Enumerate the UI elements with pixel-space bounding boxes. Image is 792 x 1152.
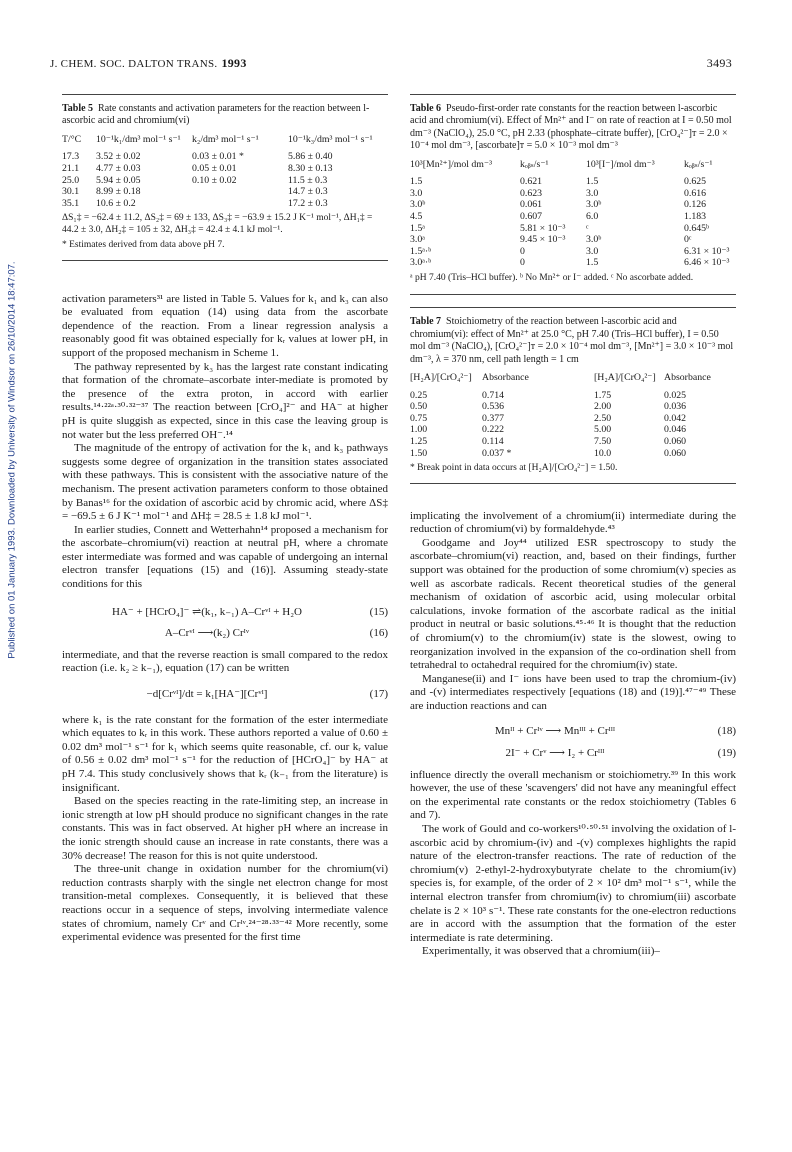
table-cell: 0.05 ± 0.01 [192,163,237,174]
table-header-cell: Absorbance [482,372,529,383]
table-cell: 2.00 [594,401,612,413]
table-header-cell: 10⁻¹k₃/dm³ mol⁻¹ s⁻¹ [288,133,373,145]
table-header-row [62,134,388,146]
table-header-cell: kₒᵦₛ/s⁻¹ [520,158,549,170]
paragraph: activation parameters³¹ are listed in Table 5. Values for k₁ and k₃ can also be evaluated from equation (14) using data from the ascorbate dependence of the reaction. From a linear regression analysis a reasonably good fit was obtained especially for kᵣ values at lower pH, in support of the proposed mechanism in Scheme 1. [62,292,388,359]
table-cell: 4.77 ± 0.03 [96,163,141,174]
table-row [62,151,388,163]
table-cell: 0.50 [410,401,428,413]
table-footnote: ᵃ pH 7.40 (Tris–HCl buffer). ᵇ No Mn²⁺ or I⁻ added. ᶜ No ascorbate added. [410,272,694,283]
table-header-cell: 10³[Mn²⁺]/mol dm⁻³ [410,158,493,170]
table-cell: 2.50 [594,412,612,424]
table-rule [410,94,736,95]
equation-19 [410,747,736,761]
table-label: Table 5 [62,103,94,114]
table-cell: 0.060 [664,447,687,459]
running-header [50,56,247,71]
page-number: 3493 [706,56,732,70]
paragraph: Manganese(ii) and I⁻ ions have been used to trap the chromium-(iv) and -(v) intermediates respectively [equations (18) and (19)].⁴⁷⁻⁴⁹ These are induction reactions and can [410,672,736,712]
body-text [410,510,736,959]
body-text [62,293,388,945]
table-caption [62,103,388,128]
table-row [62,198,388,210]
table-cell: 1.5 [410,176,423,188]
paragraph: The magnitude of the entropy of activation for the k₁ and k₃ pathways suggests some degree of organization in the transition states associated with these pathways. This is consistent with the associative nature of the mechanism. The present activation parameters conform to those obtained by Banas¹⁶ for the oxidation of ascorbic acid by chromic acid, where ΔS‡ = −69.5 ± 6 J K⁻¹ mol⁻¹ and ΔH‡ = 28.5 ± 1.8 kJ mol⁻¹. [62,442,388,523]
paragraph: The work of Gould and co-workers¹⁰·⁵⁰·⁵¹ involving the oxidation of l-ascorbic acid by chromium-(iv) and -(v) complexes highlights the rapid nature of the electron-transfer reactions. The rate of reduction of the chromium(v) 2-ethyl-2-hydroxybutyrate chelate to the chromium(iv) species is, for example, of the order of 2 × 10² dm³ mol⁻¹ s⁻¹, while the internal electron transfer from chromium(iv) to chromium(iii) ascorbate chelate is 2 × 10³ s⁻¹. These rate constants for the one-electron reductions are in accord with the assumption that the formation of the ester intermediate is rate determining. [410,823,736,944]
equation-15 [62,606,388,620]
table-cell: 8.99 ± 0.18 [96,186,141,198]
paragraph: The pathway represented by k₃ has the largest rate constant indicating that formation of the chromate–ascorbate inter-mediate is promoted by the presence of the extra proton, in accord with earlier results.¹⁴·²²ᵃ·³⁰·³²⁻³⁷ The reaction between [CrO₄]²⁻ and HA⁻ at higher pH is quite sluggish as expected, since in this case the leaving group is not water but the less preferred OH⁻.¹⁴ [62,360,388,441]
table-cell: 10.0 [594,447,612,459]
table-cell: 11.5 ± 0.3 [288,174,328,186]
table-cell: 5.86 ± 0.40 [288,151,333,163]
table-cell: 30.1 [62,186,80,198]
table-cell: ᶜ [586,222,589,234]
table-cell: 6.46 × 10⁻³ [684,257,730,269]
paragraph: Experimentally, it was observed that a chromium(iii)– [422,945,660,958]
table-cell: 0.060 [664,435,687,447]
right-column [410,94,736,959]
table-row [410,199,736,211]
equation-expression: −d[Crᵛᴵ]/dt = k₁[HA⁻][Crᵛᴵ] [146,688,268,701]
table-row [410,448,736,460]
table-cell: 1.5 [586,257,599,269]
paragraph: influence directly the overall mechanism or stoichiometry.³⁹ In this work however, the use of these 'scavengers' did not have any meaningful effect on the experimental rate constants or the redox stoichiometry (Tables 6 and 7). [410,768,736,822]
equation-number: (16) [369,627,388,640]
table-footnote: * Break point in data occurs at [H₂A]/[CrO₄²⁻] = 1.50. [410,463,618,474]
download-notice-text: Published on 01 January 1993. Downloaded by University of Windsor on 26/10/2014 18:47:07. [6,261,18,659]
table-caption [410,103,736,153]
table-header-cell: [H₂A]/[CrO₄²⁻] [410,372,472,383]
table-cell: 0.377 [482,412,505,424]
table-cell: 14.7 ± 0.3 [288,186,328,198]
table-cell: 0.625 [684,176,707,188]
table-caption [410,316,736,366]
table-row [62,163,388,175]
table-cell: 6.31 × 10⁻³ [684,245,730,257]
table-cell [192,198,288,210]
table-cell: 5.94 ± 0.05 [96,174,141,186]
table-cell: 0.061 [520,199,543,211]
journal-year: 1993 [221,56,247,70]
table-cell: 1.5ᵃ [410,222,425,234]
table-cell: 0.25 [410,389,428,401]
data-table [62,134,388,210]
paragraph: In earlier studies, Connett and Wetterhahn¹⁴ proposed a mechanism for the ascorbate–chromium(vi) reaction at neutral pH, where a chromate ester intermediate was formed and was capable of undergoing an internal electron transfer [equations (15) and (16)]. Assuming steady-state conditions for this [62,523,388,591]
table-cell: 0.046 [664,424,687,436]
table-cell: 0.036 [664,401,687,413]
table-cell: 35.1 [62,197,80,209]
table-cell: 4.5 [410,211,423,222]
table-6 [410,94,736,295]
table-header-cell: 10⁻¹k₁/dm³ mol⁻¹ s⁻¹ [96,133,181,145]
table-cell: 1.5ᵃ·ᵇ [410,245,432,257]
data-table [410,159,736,269]
equation-expression: HA⁻ + [HCrO₄]⁻ ⇌(k₁, k₋₁) A–Crᵛᴵ + H₂O [112,605,302,618]
table-caption-text: Pseudo-first-order rate constants for the reaction between l-ascorbic acid and chromium(vi). Effect of Mn²⁺ and I⁻ on rate of reaction at I = 0.50 mol dm⁻³ (NaClO₄), 25.0 °C, pH 2.33 (phosphate–citrate buffer), [CrO₄²⁻]ᴛ = 2.0 × 10⁻⁴ mol dm⁻³, [ascorbate]ᴛ = 5.0 × 10⁻³ mol dm⁻³ [410,103,732,152]
equation-expression: 2I⁻ + Crᵛ ⟶ I₂ + Crᴵᴵᴵ [505,747,605,760]
table-cell: 1.00 [410,424,428,436]
table-5 [62,94,388,261]
table-footnote: * Estimates derived from data above pH 7. [62,240,225,251]
table-rule [410,294,736,295]
table-cell: 0.025 [664,389,687,401]
left-column [62,94,388,945]
table-cell: 9.45 × 10⁻³ [520,234,566,246]
table-cell: 0.645ᵇ [684,222,710,234]
table-header-cell: Absorbance [664,372,711,383]
table-row [410,211,736,223]
equation-17 [62,688,388,702]
equation-number: (17) [369,688,388,701]
table-7 [410,307,736,483]
table-cell: 0.714 [482,389,505,401]
equation-number: (19) [717,747,736,760]
table-rule [410,307,736,308]
table-cell: 8.30 ± 0.13 [288,163,333,174]
table-cell: 0.616 [684,187,707,199]
table-rule [62,94,388,95]
table-row [62,175,388,187]
table-header-cell: kₒᵦₛ/s⁻¹ [684,158,713,170]
table-cell [192,186,288,198]
download-notice [4,250,20,670]
table-cell: 25.0 [62,174,80,186]
table-row [410,176,736,188]
table-cell: 0.607 [520,211,543,222]
table-rule [410,483,736,484]
table-header-cell: [H₂A]/[CrO₄²⁻] [594,372,656,383]
table-cell: 0.126 [684,199,707,211]
table-cell: 0.03 ± 0.01 * [192,151,244,163]
table-cell: 1.75 [594,389,612,401]
table-row [410,424,736,436]
table-cell: 10.6 ± 0.2 [96,197,136,209]
equation-number: (15) [369,605,388,618]
table-cell: 5.00 [594,424,612,436]
equation-expression: A–Crᵛᴵ ⟶(k₂) Crᴵᵛ [164,627,250,640]
table-rule [62,260,388,261]
table-cell: 17.3 [62,151,80,163]
table-cell: 0.75 [410,412,428,424]
table-header-row [410,159,736,171]
table-row [410,390,736,402]
paragraph: The three-unit change in oxidation number for the chromium(vi) reduction contrasts sharply with the single net electron change for most transition-metal complexes. Consequently, it is believed that these reactions occur in a sequence of steps, involving intermediate valence states of chromium, namely Crᵛ and Crᴵᵛ.²⁴⁻²⁸·³³⁻⁴² More recently, some experimental evidence was presented for the first time [62,863,388,944]
table-row [410,234,736,246]
table-label: Table 7 [410,316,442,328]
table-cell: 1.25 [410,435,428,447]
table-cell: 1.50 [410,447,428,459]
table-row [410,188,736,200]
table-cell: 0.037 * [482,447,512,459]
table-cell: 21.1 [62,163,80,174]
equation-18 [410,725,736,739]
table-cell: 0.222 [482,424,505,436]
table-cell: 0 [520,257,525,269]
table-cell: 3.0ᵃ·ᵇ [410,257,432,269]
table-cell: 0.114 [482,435,504,447]
table-row [410,246,736,258]
table-row [410,223,736,235]
table-cell: 0 [520,245,525,257]
paragraph: Goodgame and Joy⁴⁴ utilized ESR spectroscopy to study the ascorbate–chromium(vi) reaction, and, based on their findings, further support was obtained for the production of some chromium(v) species as well as ascorbate radicals. Recent theoretical studies of the general mechanism of oxidation of ascorbic acid, using molecular orbital calculations, invoke formation of the ascorbate radical as the initial product in neutral or basic solutions.⁴⁵·⁴⁶ It is thought that the reduction of chromium(v) to the chromium(iv) state is the slowest, owing to reorganization involved in the expansion of the co-ordination shell from tetrahedral to octahedral required for the chromium(iv) state. [410,536,736,672]
table-cell: 0.621 [520,176,543,188]
table-cell: 1.183 [684,211,707,222]
table-header-cell: k₂/dm³ mol⁻¹ s⁻¹ [192,133,259,145]
table-cell: 3.52 ± 0.02 [96,151,141,163]
table-cell: 3.0ᵇ [586,199,602,211]
table-cell: 3.0 [410,187,423,199]
table-cell: 3.0 [586,187,599,199]
paragraph: intermediate, and that the reverse reaction is small compared to the redox reaction (i.e. k₂ ≥ k₋₁), equation (17) can be written [62,648,388,675]
table-cell: 3.0 [586,245,599,257]
paragraph: Based on the species reacting in the rate-limiting step, an increase in ionic strength at low pH should produce no significant changes in the rate constants. This was in fact observed. At higher pH where an increase in the ionic strength should cause an increase in rate constants, there was a 30% decrease! The reason for this is not quite understood. [62,795,388,862]
table-cell: 6.0 [586,211,599,222]
table-cell: 17.2 ± 0.3 [288,197,328,209]
activation-parameters: ΔS₁‡ = −62.4 ± 11.2, ΔS₂‡ = 69 ± 133, ΔS₃‡ = −63.9 ± 15.2 J K⁻¹ mol⁻¹, ΔH₁‡ = 44.2 ± 3.0, ΔH₂‡ = 105 ± 32, ΔH₃‡ = 42.4 ± 4.1 kJ mol⁻¹. [62,213,373,235]
table-caption-text: Rate constants and activation parameters for the reaction between l-ascorbic acid and chromium(vi) [62,103,370,127]
table-cell: 0.10 ± 0.02 [192,174,237,186]
table-cell: 0.536 [482,401,505,413]
table-cell: 3.0ᵇ [410,199,426,211]
table-row [410,257,736,269]
table-label: Table 6 [410,103,442,114]
table-caption-text: Stoichiometry of the reaction between l-ascorbic acid and chromium(vi): effect of Mn²⁺ at 25.0 °C, pH 7.40 (Tris–HCl buffer), I = 0.50 mol dm⁻³ (NaClO₄), [CrO₄²⁻]ᴛ = 2.0 × 10⁻⁴ mol dm⁻³, [Mn²⁺] = 3.0 × 10⁻³ mol dm⁻³, λ = 370 nm, cell path length = 1 cm [410,316,734,365]
table-cell: 5.81 × 10⁻³ [520,222,566,234]
table-row [410,436,736,448]
table-header-cell: 10³[I⁻]/mol dm⁻³ [586,158,655,170]
table-row [410,413,736,425]
table-row [62,186,388,198]
data-table [410,372,736,459]
table-header-row [410,372,736,384]
table-row [410,401,736,413]
table-cell: 7.50 [594,435,612,447]
equation-expression: Mnᴵᴵ + Crᴵᵛ ⟶ Mnᴵᴵᴵ + Crᴵᴵᴵ [494,725,616,738]
table-cell: 0.042 [664,412,687,424]
table-cell: 0ᶜ [684,234,692,246]
equation-16 [62,627,388,641]
paragraph: implicating the involvement of a chromium(ii) intermediate during the reduction of chromium(vi) by formaldehyde.⁴³ [410,509,736,536]
table-cell: 3.0ᵃ [410,234,425,246]
paragraph: where k₁ is the rate constant for the formation of the ester intermediate which equates to kᵣ in this work. These authors reported a value of 0.60 ± 0.02 dm³ mol⁻¹ s⁻¹ for k₁ which seems quite reasonable, cf. our kᵣ value of 0.56 ± 0.02 dm³ mol⁻¹ s⁻¹ for the reduction of [HCrO₄]⁻ by HA⁻ at pH 7.4. This study conclusively shows that kᵣ (k₋₁ from the literature) is insignificant. [62,713,388,794]
table-cell: 1.5 [586,176,599,188]
table-header-cell: T/°C [62,133,82,145]
table-cell: 3.0ᵇ [586,234,602,246]
equation-number: (18) [717,725,736,738]
table-cell: 0.623 [520,187,543,199]
journal-name: J. CHEM. SOC. DALTON TRANS. [50,58,218,70]
